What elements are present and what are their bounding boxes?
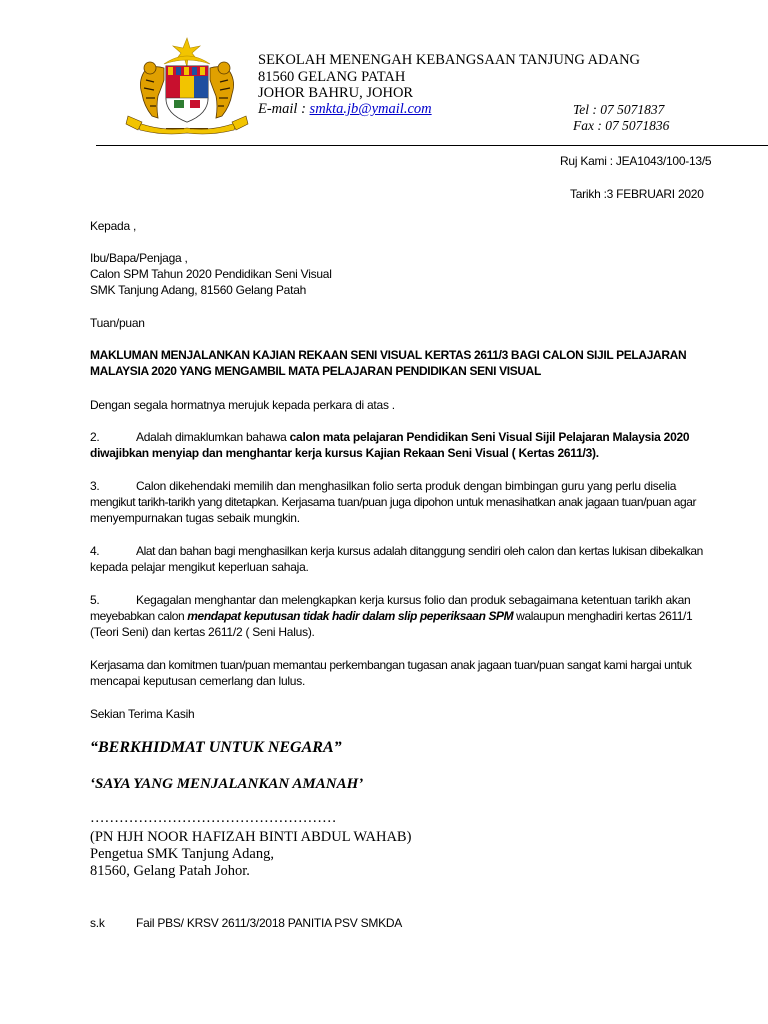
fax: Fax : 07 5071836 bbox=[573, 118, 670, 133]
signatory-name: (PN HJH NOOR HAFIZAH BINTI ABDUL WAHAB) bbox=[90, 829, 412, 845]
footer-file-ref: Fail PBS/ KRSV 2611/3/2018 PANITIA PSV SMKDA bbox=[136, 916, 403, 930]
signatory-title: Pengetua SMK Tanjung Adang, bbox=[90, 846, 274, 862]
recipient-line2: Calon SPM Tahun 2020 Pendidikan Seni Visual bbox=[90, 267, 332, 281]
paragraph-5-post: walaupun menghadiri kertas 2611/1 bbox=[513, 609, 693, 623]
school-address-line1: 81560 GELANG PATAH bbox=[258, 69, 406, 85]
letter-date: Tarikh :3 FEBRUARI 2020 bbox=[570, 187, 704, 201]
paragraph-5-line1 bbox=[90, 593, 690, 607]
closing-line2: mencapai keputusan cemerlang dan lulus. bbox=[90, 674, 306, 688]
paragraph-3-line3: menyempurnakan tugas sebaik mungkin. bbox=[90, 511, 300, 525]
paragraph-3-text: Calon dikehendaki memilih dan menghasilkan folio serta produk dengan bimbingan guru yang perlu diselia bbox=[136, 479, 677, 493]
coat-of-arms-icon bbox=[122, 36, 252, 136]
email-line bbox=[258, 101, 432, 117]
school-address-line2: JOHOR BAHRU, JOHOR bbox=[258, 85, 414, 101]
paragraph-4-number: 4. bbox=[90, 544, 100, 558]
closing-line1: Kerjasama dan komitmen tuan/puan memantau perkembangan tugasan anak jagaan tuan/puan sangat kami hargai untuk bbox=[90, 658, 692, 672]
paragraph-2-line2: diwajibkan menyiap dan menghantar kerja kursus Kajian Rekaan Seni Visual ( Kertas 2611/3). bbox=[90, 446, 599, 460]
motto-line1: “BERKHIDMAT UNTUK NEGARA” bbox=[90, 739, 342, 756]
paragraph-5-emphasis: mendapat keputusan tidak hadir dalam slip peperiksaan SPM bbox=[187, 609, 514, 623]
paragraph-4-line1 bbox=[90, 544, 703, 558]
reference-number: Ruj Kami : JEA1043/100-13/5 bbox=[560, 154, 712, 168]
telephone: Tel : 07 5071837 bbox=[573, 102, 665, 117]
paragraph-3-number: 3. bbox=[90, 479, 100, 493]
paragraph-2-bold1: calon mata pelajaran Pendidikan Seni Visual Sijil Pelajaran Malaysia 2020 bbox=[289, 430, 690, 444]
sekian: Sekian Terima Kasih bbox=[90, 707, 195, 721]
intro-paragraph: Dengan segala hormatnya merujuk kepada perkara di atas . bbox=[90, 398, 395, 412]
salutation: Tuan/puan bbox=[90, 316, 145, 330]
paragraph-4-line2: kepada pelajar mengikut keperluan sahaja. bbox=[90, 560, 309, 574]
paragraph-5-pre: meyebabkan calon bbox=[90, 609, 188, 623]
email-link[interactable]: smkta.jb@ymail.com bbox=[309, 101, 432, 117]
paragraph-4-text: Alat dan bahan bagi menghasilkan kerja kursus adalah ditanggung sendiri oleh calon dan kertas lukisan dibekalkan bbox=[136, 544, 703, 558]
paragraph-5-line2 bbox=[90, 609, 692, 623]
school-name: SEKOLAH MENENGAH KEBANGSAAN TANJUNG ADANG bbox=[258, 52, 641, 68]
paragraph-2-number: 2. bbox=[90, 430, 100, 444]
paragraph-3-line1 bbox=[90, 479, 676, 493]
paragraph-3-line2: mengikut tarikh-tarikh yang ditetapkan. Kerjasama tuan/puan juga dipohon untuk menasihatkan anak jagaan tuan/puan agar bbox=[90, 495, 697, 509]
signature-dots: …………………………………………… bbox=[90, 810, 337, 826]
signatory-address: 81560, Gelang Patah Johor. bbox=[90, 863, 250, 879]
header-divider bbox=[96, 145, 768, 146]
paragraph-5-line3: (Teori Seni) dan kertas 2611/2 ( Seni Halus). bbox=[90, 625, 315, 639]
paragraph-5-text: Kegagalan menghantar dan melengkapkan kerja kursus folio dan produk sebagaimana ketentuan tarikh akan bbox=[136, 593, 691, 607]
recipient-line3: SMK Tanjung Adang, 81560 Gelang Patah bbox=[90, 283, 307, 297]
motto-line2: ‘SAYA YANG MENJALANKAN AMANAH’ bbox=[90, 776, 364, 792]
subject-line2: MALAYSIA 2020 YANG MENGAMBIL MATA PELAJARAN PENDIDIKAN SENI VISUAL bbox=[90, 364, 541, 378]
paragraph-5-number: 5. bbox=[90, 593, 100, 607]
kepada: Kepada , bbox=[90, 219, 137, 233]
recipient-line1: Ibu/Bapa/Penjaga , bbox=[90, 251, 188, 265]
footer-sk: s.k bbox=[90, 916, 105, 930]
paragraph-2-line1 bbox=[90, 430, 689, 444]
subject-line1: MAKLUMAN MENJALANKAN KAJIAN REKAAN SENI VISUAL KERTAS 2611/3 BAGI CALON SIJIL PELAJARAN bbox=[90, 348, 687, 362]
email-label: E-mail : bbox=[258, 101, 310, 117]
paragraph-2-text: Adalah dimaklumkan bahawa bbox=[136, 430, 290, 444]
